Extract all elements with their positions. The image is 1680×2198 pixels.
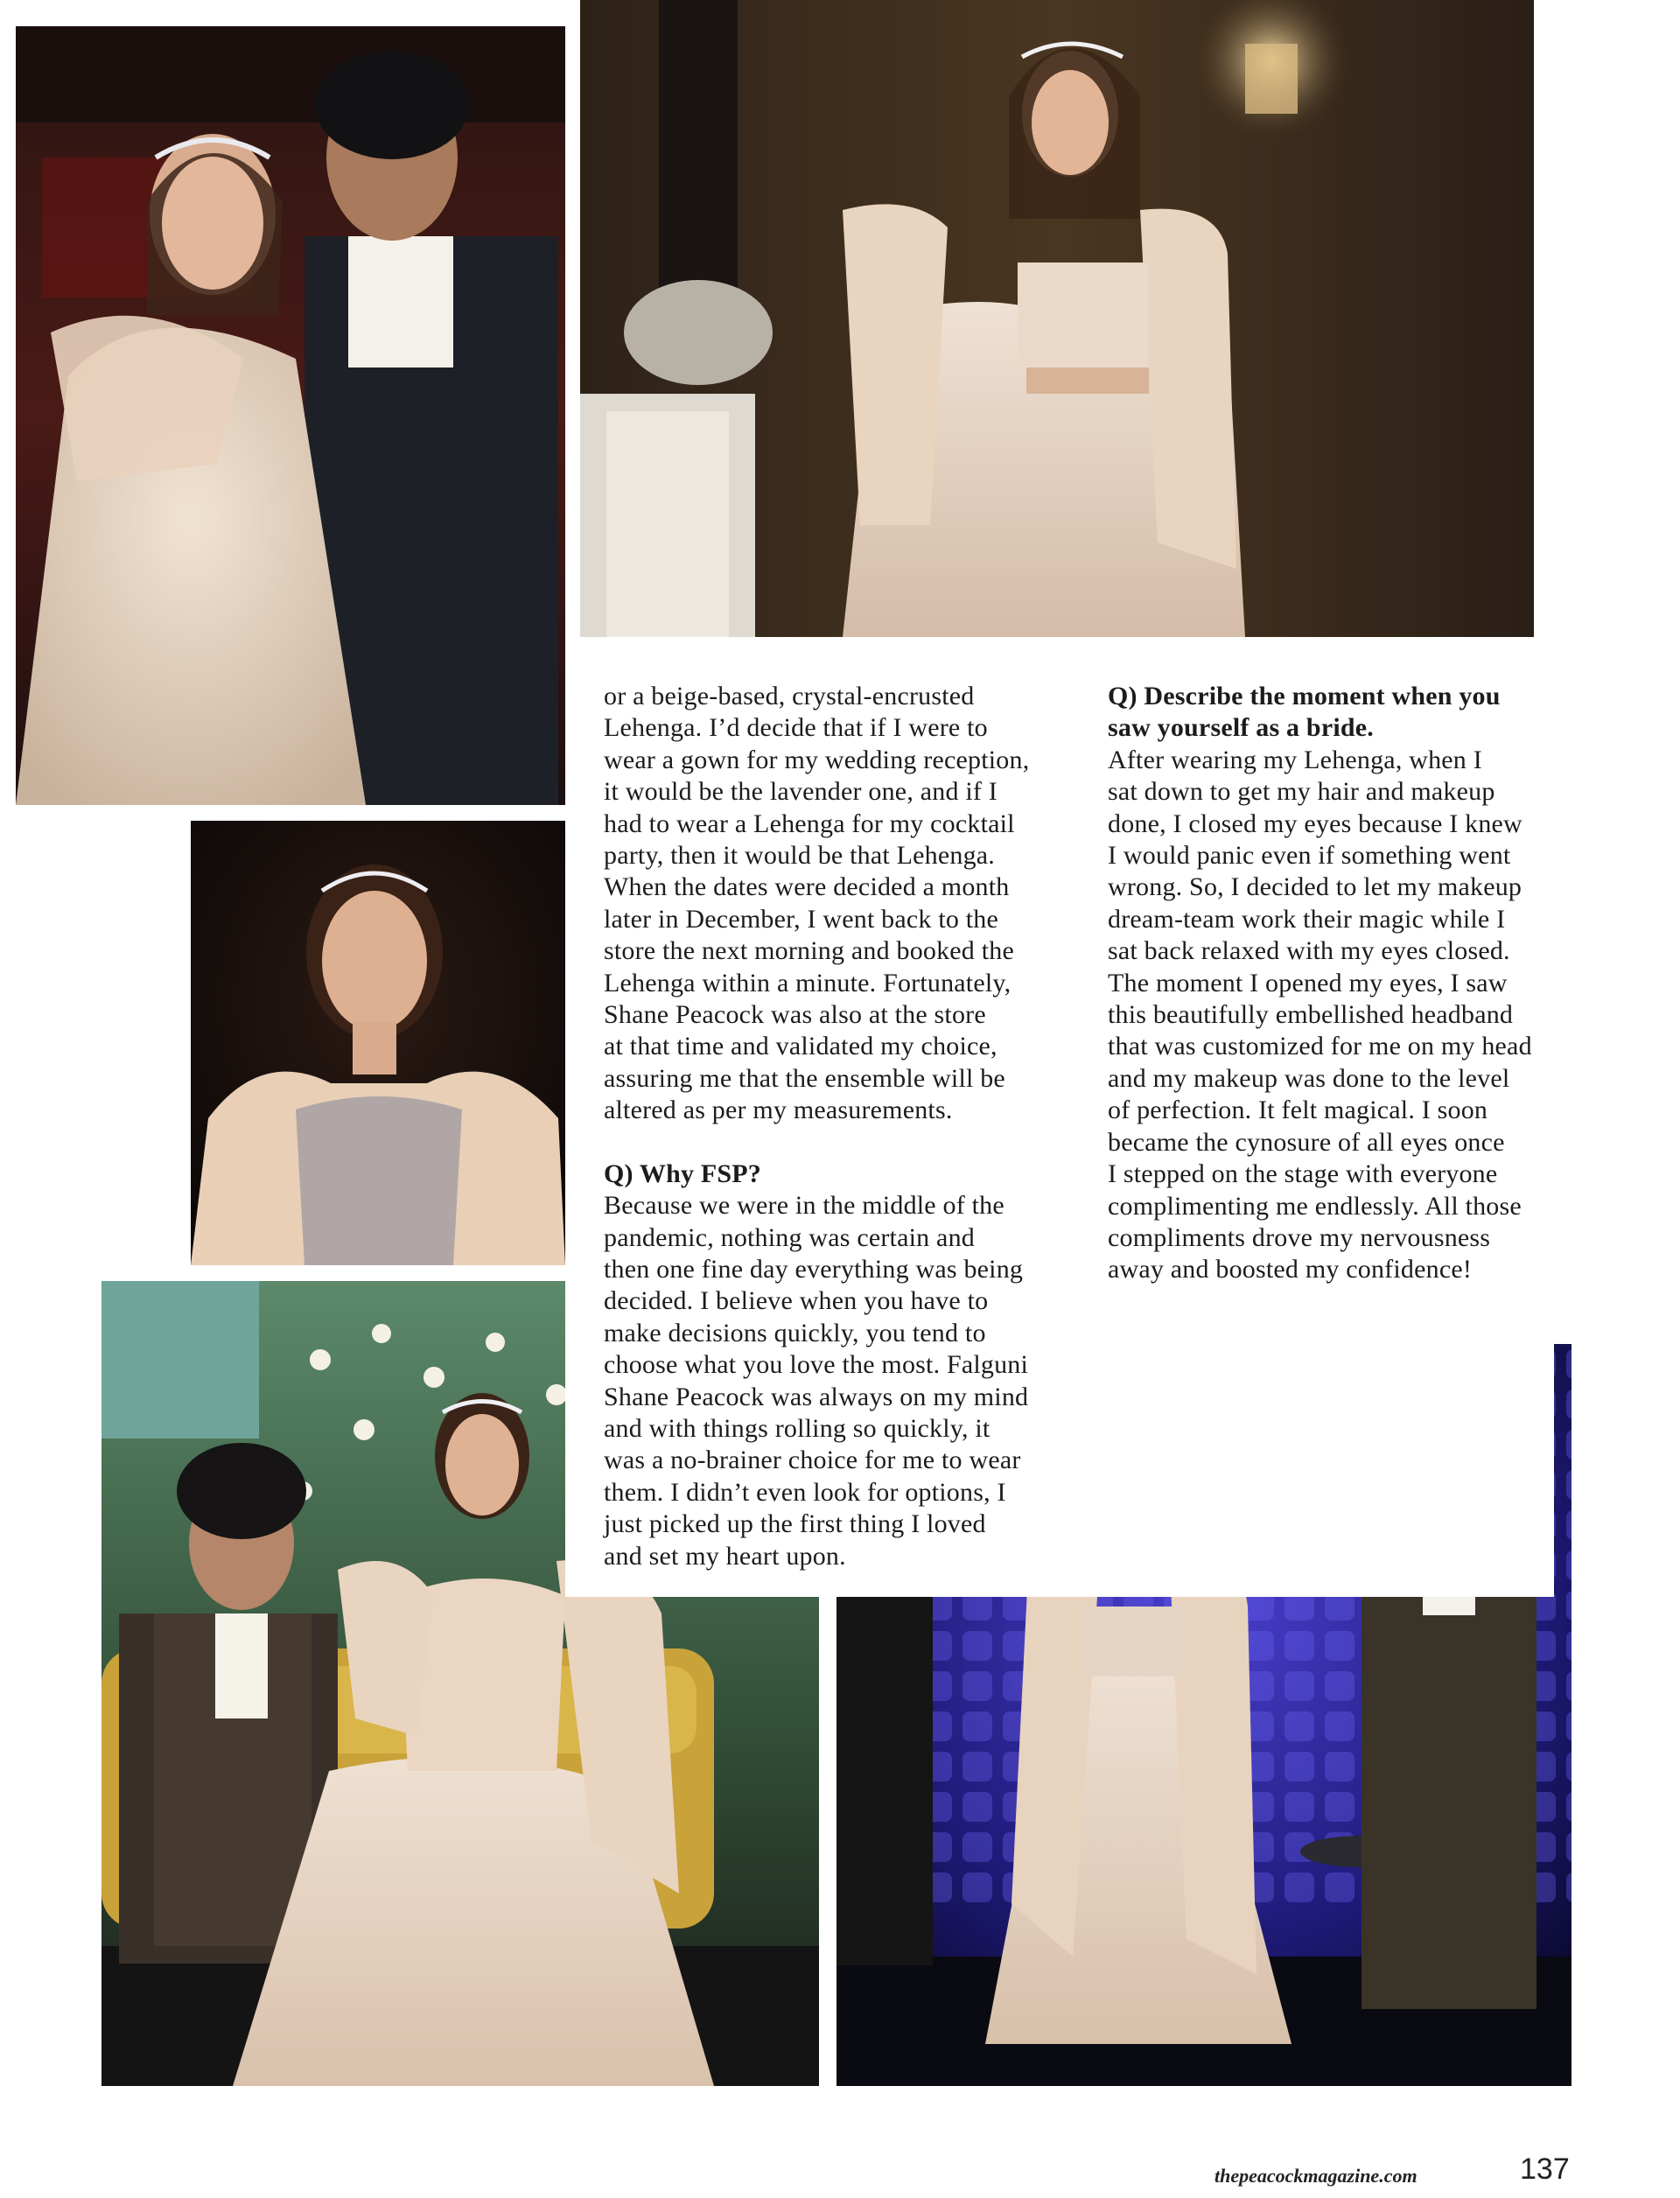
footer-website: thepeacockmagazine.com [1214,2165,1418,2187]
body-line: store the next morning and booked the [604,936,1014,966]
question-heading: Q) Why FSP? [604,1158,762,1188]
question-heading: Q) Describe the moment when you [1108,682,1501,710]
body-line: just picked up the first thing I loved [604,1509,986,1539]
body-line: The moment I opened my eyes, I saw [1108,968,1508,998]
body-line: or a beige-based, crystal-encrusted [604,682,975,710]
body-line: sat back relaxed with my eyes closed. [1108,936,1510,966]
question-heading: saw yourself as a bride. [1108,713,1374,743]
paragraph-gap [604,1127,1059,1158]
body-line: had to wear a Lehenga for my cocktail [604,808,1015,838]
body-line: party, then it would be that Lehenga. [604,841,995,871]
body-line: complimenting me endlessly. All those [1108,1191,1522,1221]
body-line: was a no-brainer choice for me to wear [604,1446,1021,1475]
body-line: and set my heart upon. [604,1541,846,1571]
body-line: make decisions quickly, you tend to [604,1318,986,1348]
page-number: 137 [1520,2152,1570,2186]
body-line: and my makeup was done to the level [1108,1063,1510,1093]
body-line: of perfection. It felt magical. I soon [1108,1096,1488,1125]
body-line: Because we were in the middle of the [604,1191,1004,1221]
body-line: wear a gown for my wedding reception, [604,745,1030,774]
body-line: sat down to get my hair and makeup [1108,777,1495,807]
body-line: Shane Peacock was also at the store [604,1000,986,1030]
body-line: and with things rolling so quickly, it [604,1413,990,1443]
photo-bride-full-length [580,0,1534,637]
body-line: later in December, I went back to the [604,904,998,934]
body-line: Lehenga within a minute. Fortunately, [604,968,1012,998]
body-line: After wearing my Lehenga, when I [1108,745,1482,774]
body-line: dream-team work their magic while I [1108,904,1506,934]
photo-bride-portrait-image [191,821,565,1265]
body-line: Lehenga. I’d decide that if I were to [604,713,988,743]
body-line: pandemic, nothing was certain and [604,1222,975,1252]
body-line: this beautifully embellished headband [1108,1000,1514,1030]
body-line: away and boosted my confidence! [1108,1255,1473,1284]
body-line: Shane Peacock was always on my mind [604,1382,1029,1411]
photo-couple-standing [16,26,565,805]
body-line: When the dates were decided a month [604,872,1010,902]
article-column-2 [1108,681,1545,1286]
article-column-1 [604,681,1059,1572]
photo-couple-standing-image [16,26,565,805]
body-line: compliments drove my nervousness [1108,1222,1491,1252]
photo-bride-portrait [191,821,565,1265]
body-line: at that time and validated my choice, [604,1032,998,1061]
body-line: became the cynosure of all eyes once [1108,1127,1505,1157]
body-line: them. I didn’t even look for options, I [604,1477,1006,1507]
body-line: choose what you love the most. Falguni [604,1350,1029,1380]
body-line: altered as per my measurements. [604,1096,953,1125]
photo-bride-full-length-image [580,0,1534,637]
body-line: I stepped on the stage with everyone [1108,1159,1498,1189]
body-line: done, I closed my eyes because I knew [1108,808,1522,838]
body-line: I would panic even if something went [1108,841,1511,871]
body-line: decided. I believe when you have to [604,1286,989,1316]
body-line: it would be the lavender one, and if I [604,777,998,807]
body-line: assuring me that the ensemble will be [604,1063,1005,1093]
body-line: wrong. So, I decided to let my makeup [1108,872,1522,902]
body-line: then one fine day everything was being [604,1254,1024,1284]
body-line: that was customized for me on my head [1108,1032,1532,1061]
article-text-block [565,665,1554,1597]
